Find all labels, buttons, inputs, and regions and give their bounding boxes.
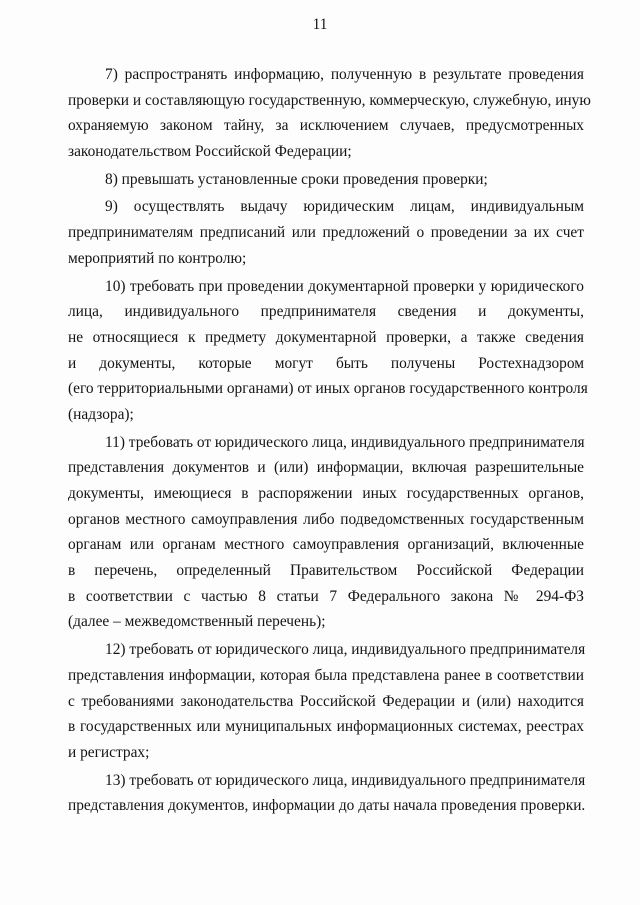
text-line: 11) требовать от юридического лица, индивидуального предпринимателя [105,433,585,451]
text-line: охраняемую законом тайну, за исключением случаев, предусмотренных [68,117,584,135]
text-line: (далее – межведомственный перечень); [68,613,326,631]
text-line: и регистрах; [68,743,150,761]
text-line: предпринимателям предписаний или предложений о проведении за их счет [68,224,584,242]
paragraph-item-12 [68,637,584,765]
text-line: 9) осуществлять выдачу юридическим лицам, индивидуальным [105,198,584,216]
text-line: и документы, которые могут быть получены Ростехнадзором [68,354,584,372]
text-line: лица, индивидуального предпринимателя сведения и документы, [68,303,584,321]
text-line: в государственных или муниципальных информационных системах, реестрах [68,718,584,736]
text-line: документы, имеющиеся в распоряжении иных государственных органов, [68,485,584,502]
text-line: органов местного самоуправления либо подведомственных государственным [68,510,584,528]
paragraph-item-11 [68,430,584,636]
text-line: с требованиями законодательства Российской Федерации и (или) находится [68,692,584,710]
text-line: законодательством Российской Федерации; [68,143,352,161]
paragraph-item-9 [68,194,584,271]
paragraph-item-13 [68,768,584,819]
paragraph-item-8 [68,167,584,193]
text-line: мероприятий по контролю; [68,249,247,267]
text-line: (надзора); [68,405,134,423]
text-line: представления документов, информации до даты начала проведения проверки. [68,797,586,815]
text-line: 10) требовать при проведении документарной проверки у юридического [105,277,584,295]
text-line: 7) распространять информацию, полученную в результате проведения [105,66,584,83]
page-number: 11 [312,16,328,33]
text-line: представления документов и (или) информации, включая разрешительные [68,459,584,477]
text-line: 8) превышать установленные сроки проведения проверки; [105,170,488,188]
text-line: органам или органам местного самоуправления организаций, включенные [68,536,584,554]
text-line: 12) требовать от юридического лица, индивидуального предпринимателя [105,641,586,659]
document-body [68,62,591,821]
text-line: 13) требовать от юридического лица, индивидуального предпринимателя [105,771,586,789]
text-line: представления информации, которая была представлена ранее в соответствии [68,666,584,684]
paragraph-item-7 [68,62,591,165]
text-line: (его территориальными органами) от иных органов государственного контроля [68,380,588,398]
text-line: проверки и составляющую государственную, коммерческую, служебную, иную [68,91,591,109]
paragraph-item-10 [68,274,588,428]
text-line: в перечень, определенный Правительством Российской Федерации [68,562,584,580]
text-line: в соответствии с частью 8 статьи 7 Федерального закона № 294-ФЗ [68,587,584,605]
text-line: не относящиеся к предмету документарной проверки, а также сведения [68,328,584,346]
